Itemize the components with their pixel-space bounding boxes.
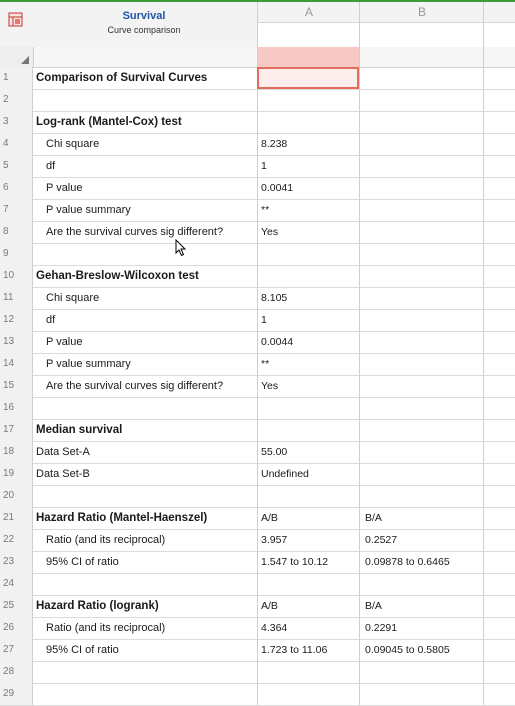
cell-column-a[interactable]: 0.0044 (257, 331, 359, 353)
cell-column-c[interactable] (483, 419, 515, 441)
cell-column-a[interactable] (257, 683, 359, 705)
cell-column-c[interactable] (483, 177, 515, 199)
row-title-cell[interactable] (33, 243, 260, 265)
cell-column-c[interactable] (483, 133, 515, 155)
cell-column-a[interactable]: Yes (257, 221, 359, 243)
cell-column-a[interactable] (257, 419, 359, 441)
cell-column-c[interactable] (483, 67, 515, 89)
cell-column-b[interactable] (359, 177, 483, 199)
column-header-b[interactable]: B (359, 2, 484, 22)
row-title-cell[interactable]: Are the survival curves sig different? (46, 226, 224, 238)
row-title-cell[interactable]: Comparison of Survival Curves (36, 72, 208, 84)
row-title-cell[interactable]: Chi square (46, 292, 100, 304)
mouse-cursor-icon (175, 239, 187, 257)
row-title-cell[interactable]: Hazard Ratio (Mantel-Haenszel) (36, 512, 208, 524)
row-title-cell[interactable]: Median survival (36, 424, 123, 436)
cell-column-c[interactable] (483, 287, 515, 309)
table-row (0, 573, 515, 596)
cell-column-a[interactable]: Yes (257, 375, 359, 397)
cell-column-c[interactable] (483, 463, 515, 485)
row-title-cell[interactable] (33, 573, 260, 595)
corner-triangle-icon (21, 56, 29, 64)
row-title-cell[interactable] (33, 661, 260, 683)
cell-column-a[interactable]: Undefined (257, 463, 359, 485)
cell-column-c[interactable] (483, 485, 515, 507)
row-title-cell[interactable] (33, 397, 260, 419)
cell-column-b[interactable] (359, 199, 483, 221)
cell-column-c[interactable] (483, 265, 515, 287)
row-title-cell[interactable] (33, 485, 260, 507)
cell-column-c[interactable] (483, 617, 515, 639)
cell-column-b[interactable] (359, 485, 483, 507)
cell-column-c[interactable] (483, 331, 515, 353)
row-number[interactable]: 3 (0, 111, 33, 133)
table-row (0, 397, 515, 420)
table-row (0, 309, 515, 332)
cell-column-b[interactable] (359, 397, 483, 419)
cell-column-a[interactable]: 8.238 (257, 133, 359, 155)
row-number[interactable]: 28 (0, 661, 33, 683)
row-title-cell[interactable]: P value summary (46, 204, 131, 216)
cell-column-c[interactable] (483, 507, 515, 529)
row-title-cell[interactable]: Ratio (and its reciprocal) (46, 622, 166, 634)
row-title-cell[interactable]: Chi square (46, 138, 100, 150)
row-title-cell[interactable]: P value (46, 182, 83, 194)
cell-column-c[interactable] (483, 111, 515, 133)
row-number[interactable]: 29 (0, 683, 33, 705)
table-row (0, 221, 515, 244)
cell-column-b[interactable] (359, 463, 483, 485)
cell-column-b[interactable] (359, 133, 483, 155)
selected-cell-a1[interactable] (257, 67, 359, 89)
cell-column-c[interactable] (483, 89, 515, 111)
row-number[interactable]: 1 (0, 67, 33, 89)
row-number[interactable]: 2 (0, 89, 33, 111)
cell-column-c[interactable] (483, 441, 515, 463)
row-number[interactable]: 20 (0, 485, 33, 507)
row-title-cell[interactable] (33, 89, 260, 111)
table-row (0, 177, 515, 200)
cell-column-a[interactable]: 55.00 (257, 441, 359, 463)
cell-column-a[interactable]: 8.105 (257, 287, 359, 309)
cell-column-c[interactable] (483, 221, 515, 243)
row-title-cell[interactable]: df (46, 314, 56, 326)
column-a-subheader[interactable] (257, 47, 360, 68)
table-row (0, 133, 515, 156)
table-row (0, 155, 515, 178)
cell-column-a[interactable] (257, 243, 359, 265)
table-row (0, 243, 515, 266)
cell-column-a[interactable]: 1 (257, 155, 359, 177)
row-title-header (33, 47, 258, 68)
cell-column-a[interactable]: 4.364 (257, 617, 359, 639)
cell-column-b[interactable] (359, 309, 483, 331)
cell-column-c[interactable] (483, 353, 515, 375)
table-row (0, 441, 515, 464)
cell-column-b[interactable] (359, 661, 483, 683)
column-b-subheader[interactable] (359, 47, 484, 68)
table-row (0, 485, 515, 508)
table-row (0, 353, 515, 376)
row-number[interactable]: 17 (0, 419, 33, 441)
cell-column-a[interactable]: ** (257, 353, 359, 375)
row-number[interactable]: 24 (0, 573, 33, 595)
cell-column-b[interactable] (359, 375, 483, 397)
cell-column-c[interactable] (483, 375, 515, 397)
row-number[interactable]: 25 (0, 595, 33, 617)
row-number[interactable]: 9 (0, 243, 33, 265)
row-number[interactable]: 8 (0, 221, 33, 243)
cell-column-c[interactable] (483, 397, 515, 419)
row-number[interactable]: 14 (0, 353, 33, 375)
cell-column-c[interactable] (483, 155, 515, 177)
cell-column-a[interactable] (257, 661, 359, 683)
cell-column-a[interactable]: 1 (257, 309, 359, 331)
row-title-cell[interactable]: Are the survival curves sig different? (46, 380, 224, 392)
cell-column-b[interactable] (359, 419, 483, 441)
table-row (0, 89, 515, 112)
table-row (0, 463, 515, 486)
cell-column-a[interactable] (257, 111, 359, 133)
cell-column-c[interactable] (483, 309, 515, 331)
row-number[interactable]: 15 (0, 375, 33, 397)
cell-column-a[interactable]: 1.723 to 11.06 (257, 639, 359, 661)
cell-column-b[interactable] (359, 155, 483, 177)
cell-column-c[interactable] (483, 595, 515, 617)
column-header-c[interactable] (483, 2, 515, 22)
row-number[interactable]: 21 (0, 507, 33, 529)
table-row (0, 375, 515, 398)
column-c-subheader[interactable] (483, 47, 515, 68)
cell-column-c[interactable] (483, 683, 515, 705)
row-number[interactable]: 16 (0, 397, 33, 419)
table-row (0, 639, 515, 662)
cell-column-b[interactable] (359, 243, 483, 265)
row-title-cell[interactable]: P value summary (46, 358, 131, 370)
cell-column-b[interactable] (359, 265, 483, 287)
table-row (0, 551, 515, 574)
row-number[interactable]: 19 (0, 463, 33, 485)
cell-column-a[interactable]: A/B (257, 595, 359, 617)
column-title-c[interactable] (483, 22, 515, 47)
row-number[interactable]: 18 (0, 441, 33, 463)
sheet-subtitle: Curve comparison (107, 25, 181, 35)
cell-column-c[interactable] (483, 529, 515, 551)
cell-column-a[interactable] (257, 397, 359, 419)
cell-column-b[interactable] (359, 89, 483, 111)
cell-column-b[interactable]: 0.09045 to 0.5805 (359, 639, 483, 661)
row-title-cell[interactable]: Hazard Ratio (logrank) (36, 600, 159, 612)
row-number[interactable]: 23 (0, 551, 33, 573)
row-title-cell[interactable]: 95% CI of ratio (46, 556, 119, 568)
cell-column-c[interactable] (483, 199, 515, 221)
cell-column-b[interactable] (359, 67, 483, 89)
row-number[interactable]: 11 (0, 287, 33, 309)
cell-column-c[interactable] (483, 661, 515, 683)
cell-column-b[interactable]: B/A (359, 507, 483, 529)
table-row (0, 683, 515, 706)
cell-column-b[interactable]: 0.2527 (359, 529, 483, 551)
cell-column-c[interactable] (483, 573, 515, 595)
row-number[interactable]: 12 (0, 309, 33, 331)
row-number[interactable]: 4 (0, 133, 33, 155)
cell-column-b[interactable] (359, 573, 483, 595)
cell-column-c[interactable] (483, 243, 515, 265)
row-number[interactable]: 26 (0, 617, 33, 639)
cell-column-c[interactable] (483, 551, 515, 573)
cell-column-b[interactable] (359, 221, 483, 243)
table-row (0, 661, 515, 684)
cell-column-b[interactable]: 0.09878 to 0.6465 (359, 551, 483, 573)
row-title-cell[interactable]: Log-rank (Mantel-Cox) test (36, 116, 182, 128)
row-number[interactable]: 27 (0, 639, 33, 661)
sheet-title: Survival (122, 10, 166, 22)
row-number[interactable]: 10 (0, 265, 33, 287)
cell-column-b[interactable] (359, 353, 483, 375)
cell-column-b[interactable] (359, 441, 483, 463)
cell-column-a[interactable]: 0.0041 (257, 177, 359, 199)
cell-column-a[interactable]: A/B (257, 507, 359, 529)
cell-column-a[interactable] (257, 485, 359, 507)
table-row (0, 331, 515, 354)
cell-column-b[interactable] (359, 111, 483, 133)
row-title-cell[interactable]: Gehan-Breslow-Wilcoxon test (36, 270, 199, 282)
table-row (0, 617, 515, 640)
cell-column-a[interactable]: 3.957 (257, 529, 359, 551)
table-row (0, 67, 515, 90)
table-row (0, 111, 515, 134)
row-title-cell[interactable]: 95% CI of ratio (46, 644, 119, 656)
row-number[interactable]: 13 (0, 331, 33, 353)
column-title-b[interactable] (359, 22, 484, 47)
row-number[interactable]: 6 (0, 177, 33, 199)
cell-column-b[interactable] (359, 331, 483, 353)
table-row (0, 199, 515, 222)
table-row (0, 529, 515, 552)
cell-column-a[interactable] (257, 265, 359, 287)
row-title-cell[interactable] (33, 683, 260, 705)
table-row (0, 419, 515, 442)
cell-column-b[interactable]: 0.2291 (359, 617, 483, 639)
column-title-a[interactable] (257, 22, 360, 47)
row-title-cell[interactable]: Data Set-B (36, 468, 90, 480)
row-number[interactable]: 7 (0, 199, 33, 221)
results-sheet-icon[interactable] (8, 12, 24, 28)
table-row (0, 287, 515, 310)
table-row (0, 265, 515, 288)
row-number[interactable]: 5 (0, 155, 33, 177)
table-row (0, 507, 515, 530)
cell-column-a[interactable] (257, 89, 359, 111)
cell-column-a[interactable] (257, 573, 359, 595)
cell-column-a[interactable]: ** (257, 199, 359, 221)
cell-column-b[interactable] (359, 287, 483, 309)
table-row (0, 595, 515, 618)
cell-column-b[interactable]: B/A (359, 595, 483, 617)
cell-column-a[interactable]: 1.547 to 10.12 (257, 551, 359, 573)
cell-column-b[interactable] (359, 683, 483, 705)
row-title-cell[interactable]: Ratio (and its reciprocal) (46, 534, 166, 546)
row-title-cell[interactable]: P value (46, 336, 83, 348)
column-header-a[interactable]: A (257, 2, 360, 22)
row-title-cell[interactable]: Data Set-A (36, 446, 90, 458)
row-title-cell[interactable]: df (46, 160, 56, 172)
cell-column-c[interactable] (483, 639, 515, 661)
row-number[interactable]: 22 (0, 529, 33, 551)
